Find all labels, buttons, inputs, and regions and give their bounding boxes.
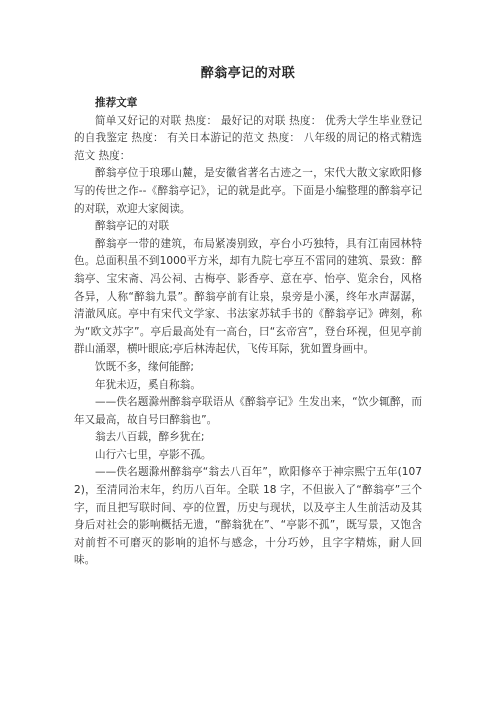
document-body xyxy=(74,95,422,570)
couplet-line: 翁去八百载，醉乡犹在; xyxy=(95,431,205,444)
couplet-commentary: ——佚名题滁州醉翁亭“翁去八百年”，欧阳修卒于神宗熙宁五年(1072)，至清同治末年，约历八百年。全联 18 字，不但嵌入了“醉翁亭”三个字，而且把写联时间、亭的位置，历史与现状，以及亭主人生前活动及其身后对社会的影响概括无遗，“醉翁犹在”、“亭影不孤”，既写景，又饱含对前哲不可磨灭的影响的追怀与感念，十分巧妙，且字字精炼，耐人回味。 xyxy=(74,466,422,567)
couplet-commentary: ——佚名题滁州醉翁亭联语从《醉翁亭记》生发出来，“饮少辄醉，而年又最高，故自号曰醉翁也”。 xyxy=(74,396,422,426)
document-title: 醉翁亭记的对联 xyxy=(200,66,296,81)
recommended-heading: 推荐文章 xyxy=(95,97,138,109)
recommended-articles-paragraph: 简单又好记的对联 热度： 最好记的对联 热度： 优秀大学生毕业登记的自我鉴定 热度： 有关日本游记的范文 热度： 八年级的周记的格式精选范文 热度： xyxy=(74,114,422,162)
intro-paragraph: 醉翁亭位于琅琊山麓，是安徽省著名古迹之一，宋代大散文家欧阳修写的传世之作--《醉翁亭记》，记的就是此亭。下面是小编整理的醉翁亭记的对联，欢迎大家阅读。 xyxy=(74,167,422,215)
section-heading: 醉翁亭记的对联 xyxy=(95,220,170,233)
couplet-line: 饮既不多，缘何能醉; xyxy=(95,360,194,373)
couplet-line: 山行六七里，亭影不孤。 xyxy=(95,448,212,461)
couplet-line: 年犹未迈，奚自称翁。 xyxy=(95,378,201,391)
description-paragraph: 醉翁亭一带的建筑，布局紧凑别致，亭台小巧独特，具有江南园林特色。总面积虽不到1000平方米，却有九院七亭互不雷同的建筑、景致：醉翁亭、宝宋斋、冯公祠、古梅亭、影香亭、意在亭、怡亭、览余台，风格各异，人称“醉翁九景”。醉翁亭前有让泉，泉旁是小溪，终年水声潺潺，清澈风底。亭中有宋代文学家、书法家苏轼手书的《醉翁亭记》碑刻，称为“欧文苏字”。亭后最高处有一高台，曰“玄帝宫”，登台环视，但见亭前群山涌翠，横叶眼底;亭后林涛起伏，飞传耳际，犹如置身画中。 xyxy=(74,237,422,356)
